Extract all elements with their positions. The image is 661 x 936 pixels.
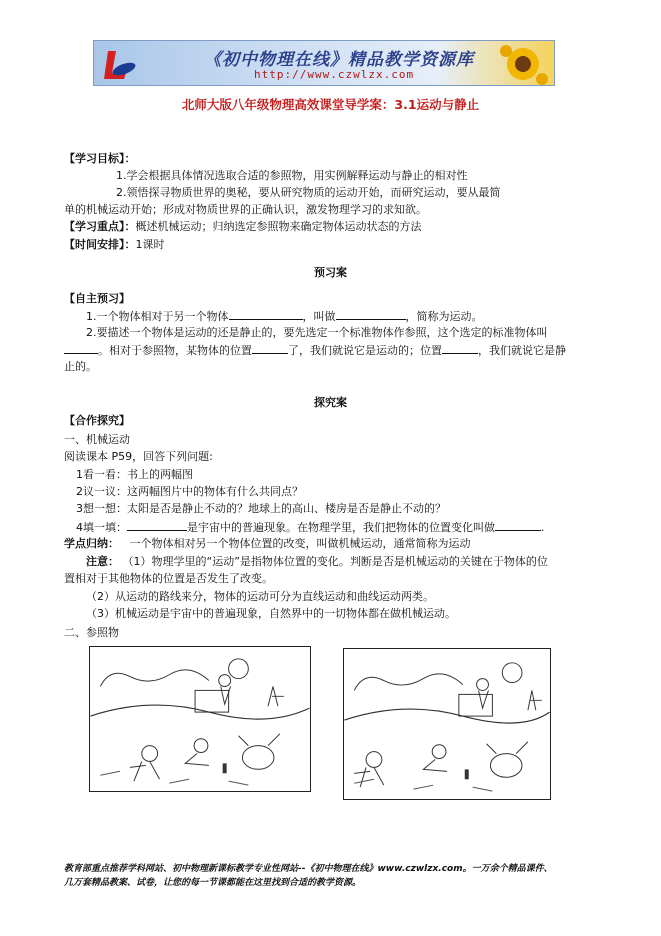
time-label: 【时间安排】： (64, 238, 136, 251)
key-point-label: 【学习重点】： (64, 220, 136, 233)
preview-q2-text-d: ，我们就说它是静 (478, 344, 566, 357)
objectives-heading: 【学习目标】： (64, 152, 136, 165)
preview-sub: 【自主预习】 (64, 292, 130, 305)
note-2: （2）从运动的路线来分，物体的运动可分为直线运动和曲线运动两类。 (86, 590, 434, 603)
site-banner[interactable] (93, 40, 555, 86)
fill-blank[interactable] (336, 309, 406, 320)
step-4-text-c: . (541, 521, 545, 534)
reference-illustration-2 (343, 648, 551, 800)
fill-blank[interactable] (229, 309, 303, 320)
note-3: （3）机械运动是宇宙中的普遍现象，自然界中的一切物体都在做机械运动。 (86, 607, 456, 620)
step-3: 3想一想：太阳是否是静止不动的？地球上的高山、楼房是否是静止不动的？ (76, 502, 446, 515)
preview-q1-text-a: 1.一个物体相对于另一个物体 (86, 310, 229, 323)
fill-blank[interactable] (495, 520, 541, 531)
step-4-text-a: 4填一填： (76, 521, 127, 534)
preview-q1-text-c: ，简称为运动。 (405, 310, 483, 323)
objective-2b: 单的机械运动开始；形成对物质世界的正确认识，激发物理学习的求知欲。 (64, 203, 427, 216)
playground-scene-illustration (90, 647, 310, 791)
preview-q1 (86, 309, 483, 324)
step-2: 2议一议：这两幅图片中的物体有什么共同点？ (76, 485, 303, 498)
preview-heading: 预习案 (314, 266, 347, 279)
footer-line-2: 几万套精品教案、试卷，让您的每一节课都能在这里找到合适的教学资源。 (64, 878, 362, 888)
time-arrangement (64, 238, 165, 252)
explore-heading: 探究案 (314, 396, 347, 409)
summary (64, 537, 471, 551)
footer-note (64, 862, 624, 890)
fill-blank[interactable] (64, 343, 98, 354)
explore-sub: 【合作探究】 (64, 414, 130, 427)
banner-title: 《初中物理在线》精品教学资源库 (204, 50, 474, 70)
objective-2a: 2.领悟探寻物质世界的奥秘，要从研究物质的运动开始，而研究运动，要从最简 (116, 186, 501, 199)
note-label: 注意： (86, 555, 119, 568)
key-point (64, 220, 422, 234)
time-text: 1课时 (135, 238, 165, 251)
step-4 (76, 520, 545, 535)
sunflower-icon (498, 43, 548, 85)
preview-q2a: 2.要描述一个物体是运动的还是静止的，要先选定一个标准物体作参照，这个选定的标准物体叫 (86, 326, 548, 339)
note-1b: 置相对于其他物体的位置是否发生了改变。 (64, 572, 273, 585)
site-logo-icon (102, 47, 138, 81)
page-title: 北师大版八年级物理高效课堂导学案：3.1运动与静止 (181, 97, 480, 112)
preview-q2e: 止的。 (64, 360, 97, 373)
step-4-text-b: 是宇宙中的普遍现象。在物理学里，我们把物体的位置变化叫做 (187, 521, 495, 534)
fill-blank[interactable] (442, 343, 478, 354)
key-point-text: 概述机械运动；归纳选定参照物来确定物体运动状态的方法 (135, 220, 422, 233)
objective-1: 1.学会根据具体情况选取合适的参照物，用实例解释运动与静止的相对性 (116, 169, 468, 182)
section-1-title: 一、机械运动 (64, 433, 130, 446)
note-1a-text: （1）物理学里的“运动”是指物体位置的变化。判断是否是机械运动的关键在于物体的位 (122, 555, 548, 568)
banner-url[interactable]: http://www.czwlzx.com (254, 68, 415, 81)
preview-q2b (64, 343, 566, 358)
footer-line-1: 教育部重点推荐学科网站、初中物理新课标教学专业性网站--《初中物理在线》www.czwlzx.com。一万余个精品课件、 (64, 864, 553, 874)
playground-scene-illustration (344, 649, 550, 799)
summary-label: 学点归纳： (64, 537, 119, 550)
preview-q2-text-c: 了，我们就说它是运动的；位置 (288, 344, 442, 357)
fill-blank[interactable] (252, 343, 288, 354)
step-1: 1看一看：书上的两幅图 (76, 468, 193, 481)
fill-blank[interactable] (127, 520, 187, 531)
note-1a (86, 555, 548, 569)
reference-illustration-1 (89, 646, 311, 792)
summary-text: 一个物体相对另一个物体位置的改变，叫做机械运动，通常简称为运动 (129, 537, 471, 550)
preview-q2-text-b: 。相对于参照物，某物体的位置 (98, 344, 252, 357)
read-instruction: 阅读课本 P59，回答下列问题: (64, 450, 213, 463)
preview-q1-text-b: ，叫做 (302, 310, 336, 323)
section-2-title: 二、参照物 (64, 626, 119, 639)
